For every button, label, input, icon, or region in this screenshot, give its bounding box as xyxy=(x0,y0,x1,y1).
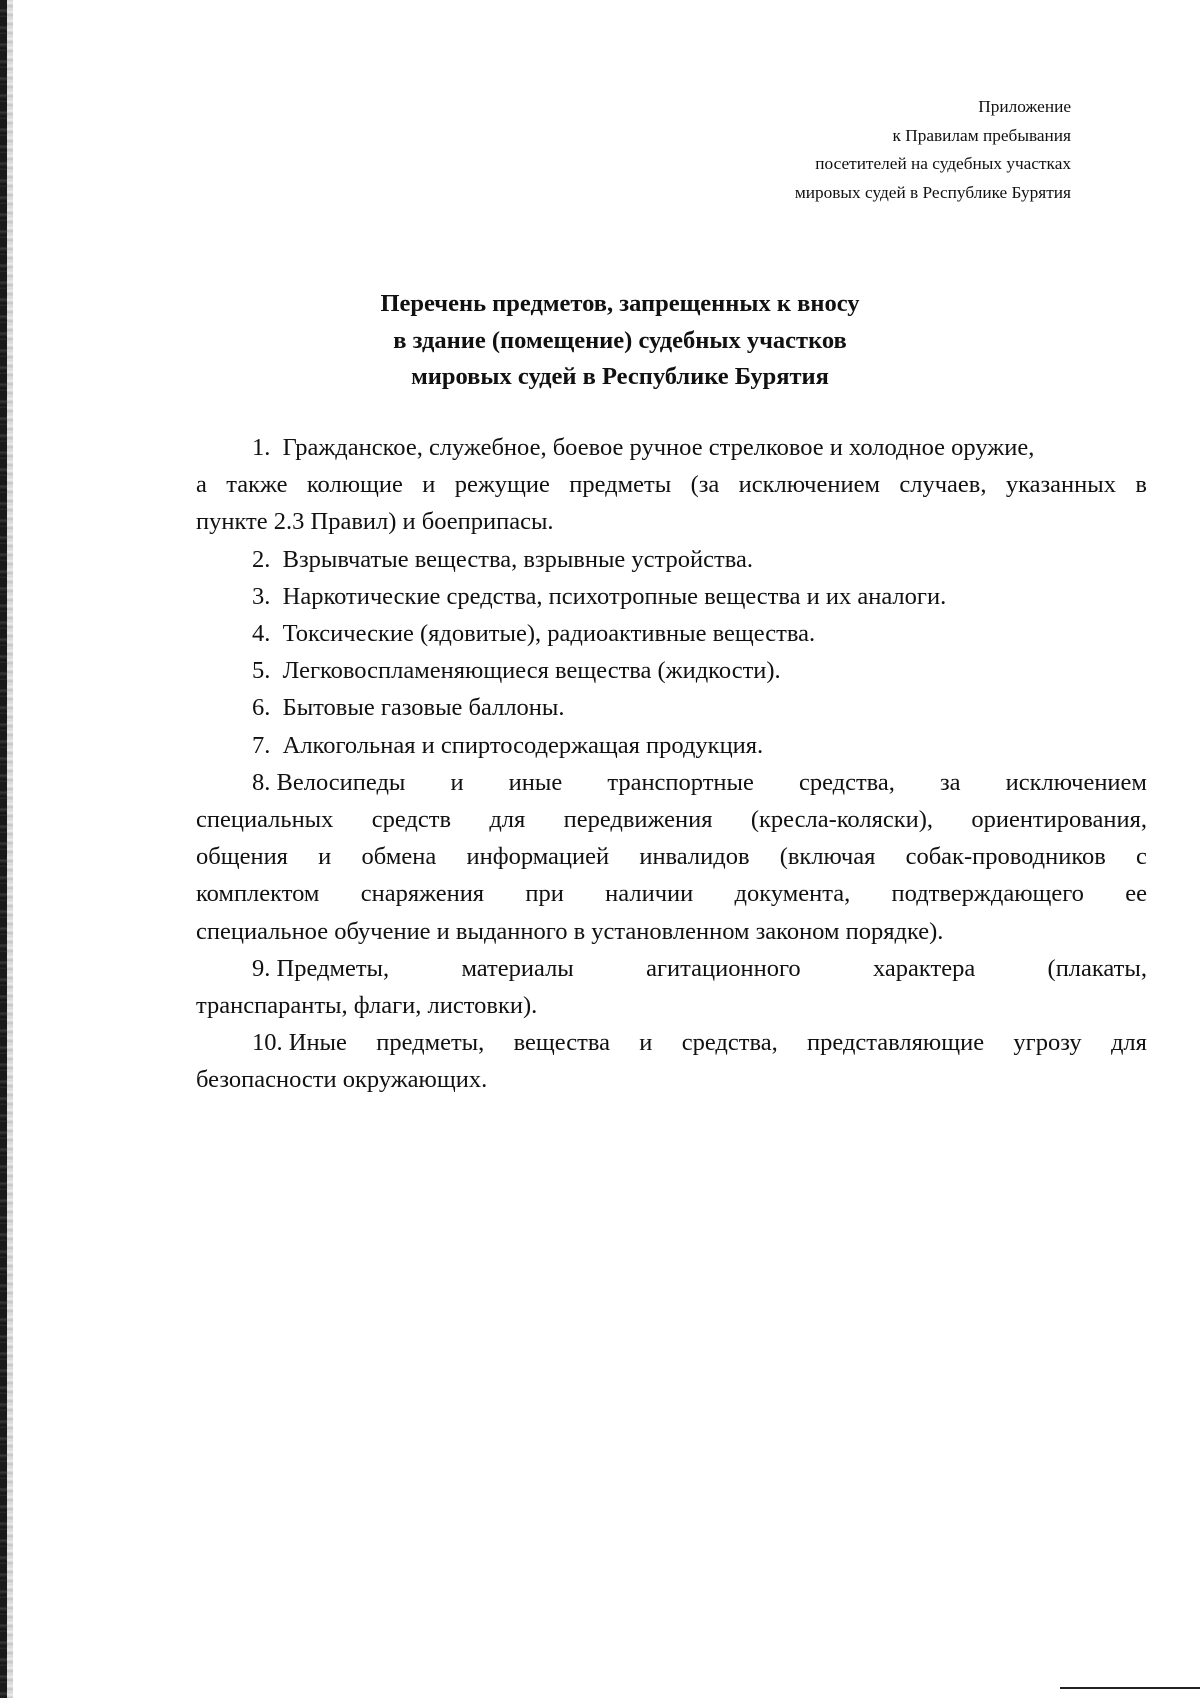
word: передвижения xyxy=(563,806,713,834)
word: 10. Иные xyxy=(252,1029,347,1057)
list-item-line xyxy=(196,838,1147,875)
word: инвалидов xyxy=(639,843,750,871)
item-text: безопасности окружающих. xyxy=(196,1066,488,1094)
item-text: Токсические (ядовитые), радиоактивные вещества. xyxy=(282,620,816,648)
word: (плакаты, xyxy=(1047,954,1147,982)
word: вещества xyxy=(513,1029,610,1057)
list-item xyxy=(196,615,1147,652)
item-number: 6. xyxy=(252,694,271,722)
word: собак-проводников xyxy=(905,843,1106,871)
item-text: транспаранты, флаги, листовки). xyxy=(196,992,538,1020)
appendix-line: мировых судей в Республике Бурятия xyxy=(794,182,1071,202)
word: 8. Велосипеды xyxy=(252,768,406,796)
word: транспортные xyxy=(607,768,754,796)
word: указанных xyxy=(1005,471,1116,499)
word: информацией xyxy=(466,843,610,871)
title-line: Перечень предметов, запрещенных к вносу xyxy=(380,290,860,317)
list-item-line xyxy=(196,466,1147,503)
word: комплектом xyxy=(196,880,320,908)
list-item xyxy=(196,541,1147,578)
list-item-line xyxy=(196,764,1147,801)
list-item-line xyxy=(196,801,1147,838)
word: представляющие xyxy=(807,1029,985,1057)
list-item xyxy=(196,727,1147,764)
word: 9. Предметы, xyxy=(252,954,390,982)
item-number: 7. xyxy=(252,731,271,759)
word: общения xyxy=(196,843,288,871)
item-text: Наркотические средства, психотропные вещества и их аналоги. xyxy=(282,582,947,610)
word: в xyxy=(1135,471,1147,499)
word: снаряжения xyxy=(360,880,485,908)
item-text: Взрывчатые вещества, взрывные устройства. xyxy=(282,545,753,573)
word: при xyxy=(525,880,564,908)
word: исключением xyxy=(1005,768,1147,796)
item-text: пункте 2.3 Правил) и боеприпасы. xyxy=(196,508,554,536)
appendix-header xyxy=(471,93,1071,207)
list-item xyxy=(196,652,1147,689)
title-line: мировых судей в Республике Бурятия xyxy=(411,363,829,390)
word: характера xyxy=(872,954,976,982)
word: подтверждающего xyxy=(891,880,1084,908)
word: режущие xyxy=(454,471,550,499)
document-title xyxy=(0,286,1200,396)
word: и xyxy=(450,768,464,796)
item-text: Алкогольная и спиртосодержащая продукция. xyxy=(282,731,764,759)
word: документа, xyxy=(734,880,851,908)
word: а xyxy=(196,471,207,499)
word: наличии xyxy=(605,880,694,908)
item-text: специальное обучение и выданного в установленном законом порядке). xyxy=(196,917,944,945)
word: ее xyxy=(1125,880,1147,908)
word: агитационного xyxy=(646,954,801,982)
word: иные xyxy=(508,768,563,796)
word: колющие xyxy=(306,471,403,499)
item-text: Гражданское, служебное, боевое ручное стрелковое и холодное оружие, xyxy=(282,434,1035,461)
appendix-line: к Правилам пребывания xyxy=(892,125,1071,145)
word: случаев, xyxy=(899,471,987,499)
list-item xyxy=(196,1024,1147,1098)
word: средства, xyxy=(798,768,895,796)
list-item-line xyxy=(196,987,1147,1024)
list-item xyxy=(196,764,1147,950)
list-item xyxy=(196,429,1147,541)
item-number: 2. xyxy=(252,545,271,573)
list-item-line xyxy=(196,1024,1147,1061)
item-first-line xyxy=(252,429,1034,466)
word: за xyxy=(940,768,961,796)
list-item-line xyxy=(196,913,1147,950)
word: с xyxy=(1136,843,1147,871)
word: исключением xyxy=(738,471,880,499)
item-number: 3. xyxy=(252,582,271,610)
list-item xyxy=(196,689,1147,726)
word: средств xyxy=(371,806,452,834)
word: для xyxy=(1110,1029,1147,1057)
list-item-line xyxy=(196,950,1147,987)
title-line: в здание (помещение) судебных участков xyxy=(393,326,847,354)
word: и xyxy=(318,843,332,871)
scan-left-shadow xyxy=(7,0,13,1698)
word: специальных xyxy=(196,806,334,834)
word: средства, xyxy=(681,1029,778,1057)
word: предметы, xyxy=(376,1029,485,1057)
list-item xyxy=(196,578,1147,615)
appendix-line: посетителей на судебных участках xyxy=(815,154,1071,174)
item-number: 4. xyxy=(252,620,271,648)
item-text: Бытовые газовые баллоны. xyxy=(282,694,565,722)
word: (кресла-коляски), xyxy=(750,806,934,834)
word: материалы xyxy=(461,954,574,982)
list-item-line xyxy=(196,875,1147,912)
scan-left-edge xyxy=(0,0,7,1698)
list-item-line xyxy=(196,503,1147,540)
item-text: Легковоспламеняющиеся вещества (жидкости). xyxy=(282,657,781,685)
list-item xyxy=(196,950,1147,1024)
scan-bottom-mark xyxy=(1060,1687,1200,1689)
item-number: 5. xyxy=(252,657,271,685)
item-number: 1. xyxy=(252,434,271,461)
word: для xyxy=(489,806,526,834)
word: также xyxy=(226,471,288,499)
word: обмена xyxy=(361,843,437,871)
word: и xyxy=(639,1029,653,1057)
word: угрозу xyxy=(1013,1029,1082,1057)
word: и xyxy=(422,471,436,499)
appendix-line: Приложение xyxy=(978,97,1071,116)
list-item-line xyxy=(196,429,1147,466)
prohibited-items-list xyxy=(196,429,1147,1099)
word: предметы xyxy=(569,471,672,499)
word: ориентирования, xyxy=(971,806,1147,834)
word: (включая xyxy=(779,843,876,871)
word: (за xyxy=(690,471,720,499)
list-item-line xyxy=(196,1061,1147,1098)
